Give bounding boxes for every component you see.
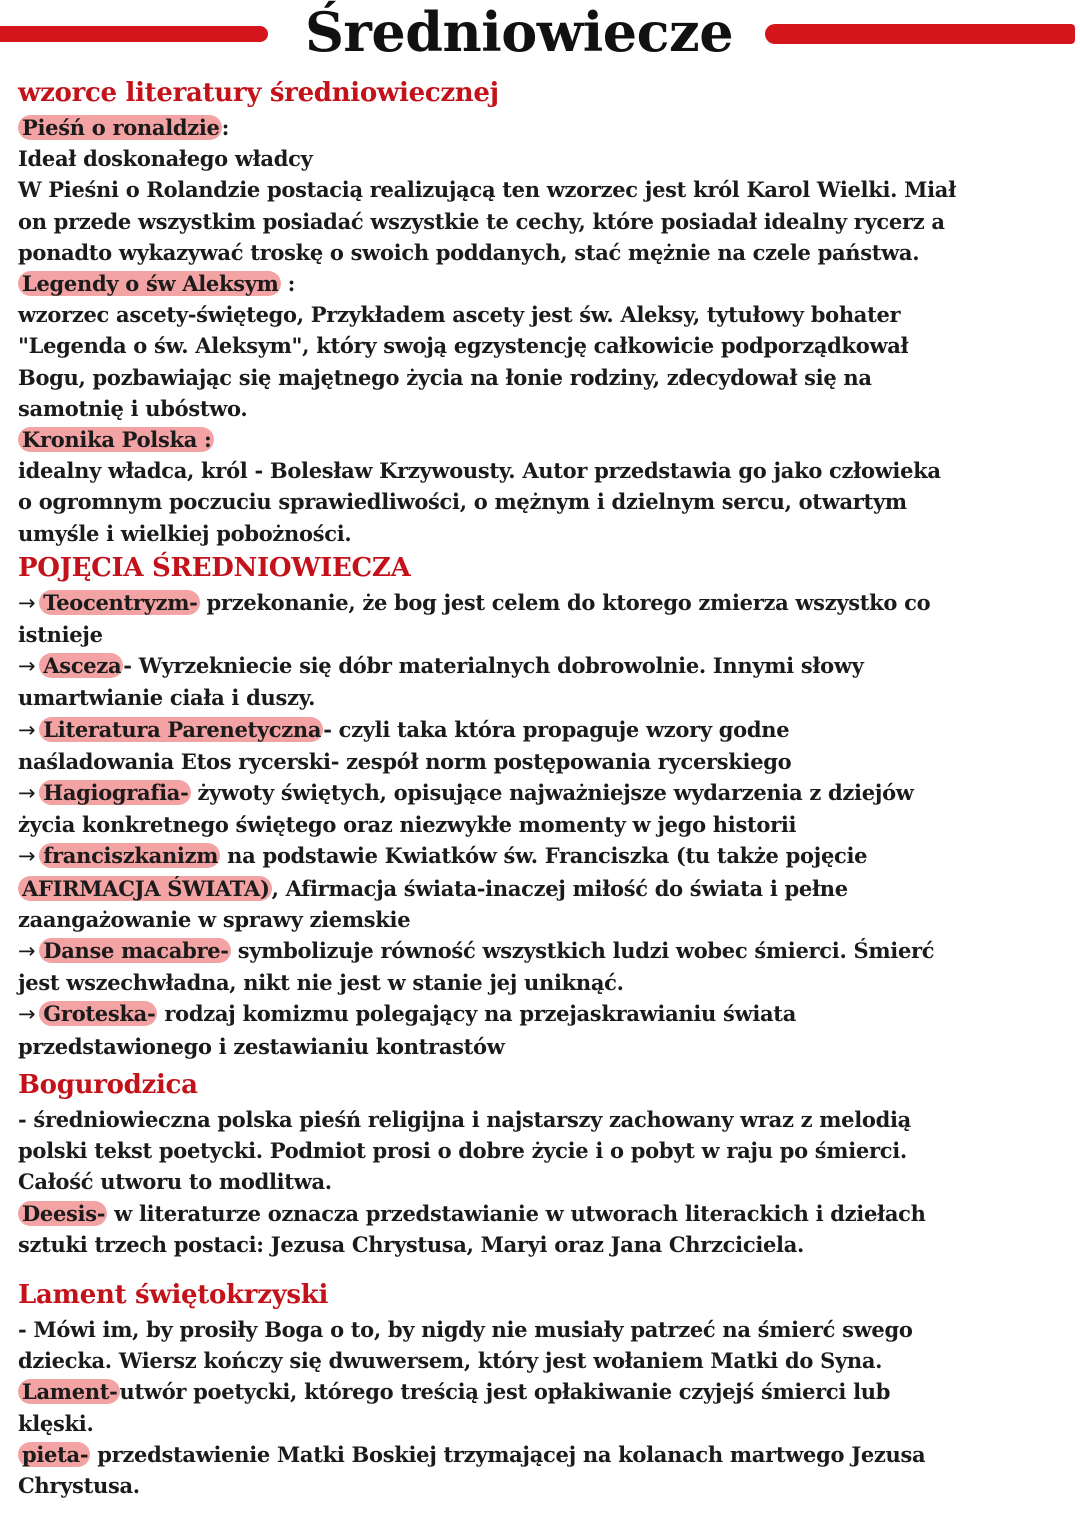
arrow-right-icon: → — [18, 590, 36, 615]
concept-text: w literaturze oznacza przedstawianie w utworach literackich i dziełach — [107, 1200, 926, 1226]
text-line: klęski. — [18, 1410, 94, 1436]
concept-text: rodzaj komizmu polegający na przejaskrawianiu świata — [157, 1001, 797, 1027]
concept-text: przekonanie, że bog jest celem do ktorego zmierza wszystko co — [199, 589, 931, 615]
concept-text: - czyli taka która propaguje wzory godne — [323, 716, 790, 742]
arrow-right-icon: → — [18, 781, 36, 806]
text-line: naśladowania Etos rycerski- zespół norm postępowania rycerskiego — [18, 748, 792, 774]
text-line: - Mówi im, by prosiły Boga o to, by nigdy nie musiały patrzeć na śmierć swego — [18, 1316, 913, 1342]
concept-line — [18, 650, 1070, 682]
text-line: umartwianie ciała i duszy. — [18, 685, 316, 711]
text-line: on przede wszystkim posiadać wszystkie te cechy, które posiadał idealny rycerz a — [18, 208, 945, 234]
text-line: Całość utworu to modlitwa. — [18, 1169, 332, 1195]
concept-text: utwór poetycki, którego treścią jest opłakiwanie czyjejś śmierci lub — [119, 1379, 891, 1405]
term-highlight: Literatura Parenetyczna — [39, 717, 323, 742]
term-line — [18, 268, 1070, 299]
arrow-right-icon: → — [18, 717, 36, 742]
concept-text: - Wyrzekniecie się dóbr materialnych dobrowolnie. Innymi słowy — [123, 653, 864, 679]
text-line: jest wszechwładna, nikt nie jest w stanie jej uniknąć. — [18, 970, 624, 996]
text-line: dziecka. Wiersz kończy się dwuwersem, który jest wołaniem Matki do Syna. — [18, 1348, 883, 1374]
section-heading-lament: Lament świętokrzyski — [18, 1279, 329, 1310]
text-line: Chrystusa. — [18, 1472, 140, 1498]
text-line: umyśle i wielkiej pobożności. — [18, 520, 352, 546]
arrow-right-icon: → — [18, 654, 36, 679]
concept-line — [18, 935, 1070, 967]
term-highlight: Legendy o św Aleksym — [18, 271, 281, 296]
text-line: ponadto wykazywać troskę o swoich poddanych, stać mężnie na czele państwa. — [18, 239, 920, 265]
term-line — [18, 424, 1070, 455]
term-highlight: Lament- — [18, 1379, 120, 1404]
concept-line — [18, 714, 1070, 746]
term-colon: : — [221, 115, 230, 140]
text-line: zaangażowanie w sprawy ziemskie — [18, 906, 411, 932]
text-line: polski tekst poetycki. Podmiot prosi o dobre życie i o pobyt w raju po śmierci. — [18, 1138, 907, 1164]
term-highlight: pieta- — [18, 1442, 90, 1467]
text-line: Ideał doskonałego władcy — [18, 146, 313, 172]
term-highlight: franciszkanizm — [39, 843, 220, 868]
arrow-right-icon: → — [18, 939, 36, 964]
term-highlight: Asceza — [39, 653, 123, 678]
section-heading-wzorce: wzorce literatury średniowiecznej — [18, 78, 499, 108]
term-highlight: Teocentryzm- — [39, 590, 199, 615]
concept-line — [18, 1376, 1070, 1407]
term-highlight: Groteska- — [39, 1001, 157, 1026]
term-highlight: Danse macabre- — [39, 938, 230, 963]
text-line: przedstawionego i zestawianiu kontrastów — [18, 1033, 505, 1059]
text-line: życia konkretnego świętego oraz niezwykłe momenty w jego historii — [18, 812, 797, 838]
concept-line — [18, 840, 1070, 872]
concept-line — [18, 873, 1070, 904]
text-line: istnieje — [18, 622, 103, 648]
concept-line — [18, 777, 1070, 809]
concept-line — [18, 1198, 1070, 1229]
text-line: samotnię i ubóstwo. — [18, 395, 248, 421]
concept-text: na podstawie Kwiatków św. Franciszka (tu także pojęcie — [220, 843, 868, 869]
term-highlight: Pieśń o ronaldzie — [18, 115, 222, 140]
term-highlight: AFIRMACJA ŚWIATA) — [18, 876, 272, 901]
concept-text: , Afirmacja świata-inaczej miłość do świata i pełne — [271, 875, 848, 901]
text-line: "Legenda o św. Aleksym", który swoją egzystencję całkowicie podporządkował — [18, 333, 909, 359]
concept-line — [18, 587, 1070, 619]
term-line — [18, 112, 1070, 143]
notes-content — [18, 74, 1070, 1501]
arrow-right-icon: → — [18, 1002, 36, 1027]
arrow-right-icon: → — [18, 844, 36, 869]
title-banner — [0, 0, 1080, 70]
term-highlight: Hagiografia- — [39, 780, 190, 805]
text-line: wzorzec ascety-świętego, Przykładem ascety jest św. Aleksy, tytułowy bohater — [18, 302, 901, 328]
concept-text: symbolizuje równość wszystkich ludzi wobec śmierci. Śmierć — [230, 938, 935, 964]
section-heading-pojecia: POJĘCIA ŚREDNIOWIECZA — [18, 552, 411, 583]
text-line: - średniowieczna polska pieśń religijna i najstarszy zachowany wraz z melodią — [18, 1106, 911, 1132]
page-title: Średniowiecze — [304, 0, 734, 64]
term-highlight: Kronika Polska : — [18, 427, 214, 452]
concept-text: żywoty świętych, opisujące najważniejsze wydarzenia z dziejów — [190, 780, 914, 806]
section-heading-bogurodzica: Bogurodzica — [18, 1069, 198, 1100]
text-line: idealny władca, król - Bolesław Krzywousty. Autor przedstawia go jako człowieka — [18, 458, 941, 484]
term-highlight: Deesis- — [18, 1201, 107, 1226]
text-line: Bogu, pozbawiając się majętnego życia na łonie rodziny, zdecydował się na — [18, 364, 872, 390]
text-line: W Pieśni o Rolandzie postacią realizującą ten wzorzec jest król Karol Wielki. Miał — [18, 177, 956, 203]
concept-line — [18, 1439, 1070, 1470]
text-line: sztuki trzech postaci: Jezusa Chrystusa, Maryi oraz Jana Chrzciciela. — [18, 1231, 805, 1257]
text-line: o ogromnym poczuciu sprawiedliwości, o mężnym i dzielnym sercu, otwartym — [18, 489, 907, 515]
title-bar-left — [0, 26, 268, 42]
term-colon: : — [280, 271, 296, 297]
title-bar-right — [765, 24, 1075, 44]
concept-text: przedstawienie Matki Boskiej trzymającej na kolanach martwego Jezusa — [90, 1441, 926, 1467]
concept-line — [18, 998, 1070, 1030]
